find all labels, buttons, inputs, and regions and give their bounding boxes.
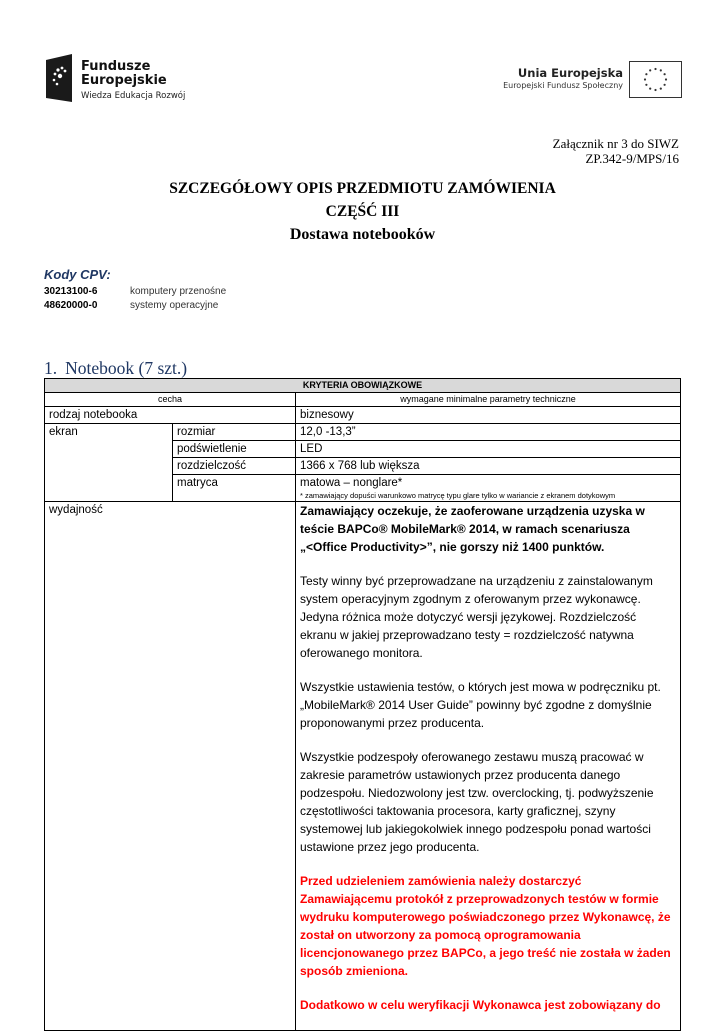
value-cell: biznesowy bbox=[296, 407, 681, 424]
feature-cell: rodzaj notebooka bbox=[45, 407, 296, 424]
perf-paragraph-4: Wszystkie podzespoły oferowanego zestawu muszą pracować w zakresie parametrów ustawionych przez producenta danego podzespołu. Niedozwolony jest tzw. overclocking, tj. podwyższenie częstotliwości taktowania procesora, karty graficznej, szyny systemowej lub jakiegokolwiek innego podzespołu ponad wartości ustawione przez jego producenta. bbox=[300, 750, 654, 854]
feature-cell: ekran bbox=[45, 424, 173, 502]
spec-table bbox=[44, 378, 681, 1031]
column-header-params: wymagane minimalne parametry techniczne bbox=[296, 393, 681, 407]
section-title: Notebook (7 szt.) bbox=[65, 358, 188, 378]
annex-line1: Załącznik nr 3 do SIWZ bbox=[552, 136, 679, 151]
perf-paragraph-5: Przed udzieleniem zamówienia należy dostarczyć Zamawiającemu protokół z przeprowadzonych testów w formie wydruku komputerowego poświadczonego przez Wykonawcę, że został on utworzony za pomocą oprogramowania licencjonowanego przez BAPCo, a jego treść nie została w żaden sposób zmieniona. bbox=[300, 874, 671, 978]
matrix-note: * zamawiający dopuści warunkowo matrycę typu glare tylko w wariancie z ekranem dotykowym bbox=[300, 491, 616, 500]
section-number: 1. bbox=[44, 358, 58, 378]
document-subtitle: Dostawa notebooków bbox=[289, 226, 436, 243]
ue-line1: Unia Europejska bbox=[517, 66, 623, 80]
cpv-item bbox=[44, 299, 218, 312]
performance-cell bbox=[296, 502, 681, 1031]
document-title: SZCZEGÓŁOWY OPIS PRZEDMIOTU ZAMÓWIENIA bbox=[169, 180, 556, 197]
section-heading bbox=[44, 358, 187, 379]
perf-paragraph-1: Zamawiający oczekuje, że zaoferowane urządzenia uzyska w teście BAPCo® MobileMark® 2014, w ramach scenariusza „<Office Productivity>”, nie gorszy niż 1400 punktów. bbox=[300, 504, 645, 554]
unia-europejska-text bbox=[503, 66, 623, 92]
document-part: CZĘŚĆ III bbox=[325, 203, 400, 220]
feature-cell: wydajność bbox=[45, 502, 296, 1031]
subfeature-cell: rozdzielczość bbox=[173, 458, 296, 475]
perf-paragraph-2: Testy winny być przeprowadzane na urządzeniu z zainstalowanym system operacyjnym zgodnym z oferowanym przez wykonawcę. Jedyna różnica może dotyczyć wersji językowej. Rozdzielczość ekranu w jakiej przeprowadzano testy = rozdzielczość natywna oferowanego monitora. bbox=[300, 574, 653, 660]
cpv-label: Kody CPV: bbox=[44, 267, 111, 282]
subfeature-cell: podświetlenie bbox=[173, 441, 296, 458]
fe-line1: Fundusze bbox=[81, 59, 151, 74]
criteria-header: KRYTERIA OBOWIĄZKOWE bbox=[45, 379, 681, 393]
value-cell bbox=[296, 475, 681, 502]
fe-line2: Europejskie bbox=[81, 73, 167, 88]
subfeature-cell: matryca bbox=[173, 475, 296, 502]
table-row bbox=[45, 379, 681, 393]
annex-reference bbox=[553, 136, 679, 166]
fundusze-europejskie-logo bbox=[44, 54, 74, 102]
perf-paragraph-3: Wszystkie ustawienia testów, o których jest mowa w podręczniku pt. „MobileMark® 2014 User Guide” powinny być zgodne z domyślnie proponowanymi przez producenta. bbox=[300, 680, 661, 730]
annex-line2: ZP.342-9/MPS/16 bbox=[585, 151, 679, 166]
table-row bbox=[45, 407, 681, 424]
table-row bbox=[45, 393, 681, 407]
cpv-code: 30213100-6 bbox=[44, 286, 98, 297]
fundusze-europejskie-text bbox=[81, 60, 185, 102]
cpv-item bbox=[44, 285, 226, 298]
table-row bbox=[45, 502, 681, 1031]
cpv-desc: systemy operacyjne bbox=[130, 300, 219, 311]
eu-flag-icon bbox=[629, 61, 682, 98]
column-header-feature: cecha bbox=[45, 393, 296, 407]
fe-line3: Wiedza Edukacja Rozwój bbox=[81, 91, 186, 101]
ue-line2: Europejski Fundusz Społeczny bbox=[503, 81, 623, 90]
cpv-code: 48620000-0 bbox=[44, 300, 98, 311]
matrix-value: matowa – nonglare* bbox=[300, 477, 403, 489]
value-cell: 1366 x 768 lub większa bbox=[296, 458, 681, 475]
perf-paragraph-6: Dodatkowo w celu weryfikacji Wykonawca jest zobowiązany do bbox=[300, 998, 661, 1012]
subfeature-cell: rozmiar bbox=[173, 424, 296, 441]
value-cell: LED bbox=[296, 441, 681, 458]
cpv-desc: komputery przenośne bbox=[130, 286, 227, 297]
table-row bbox=[45, 424, 681, 441]
value-cell: 12,0 -13,3” bbox=[296, 424, 681, 441]
